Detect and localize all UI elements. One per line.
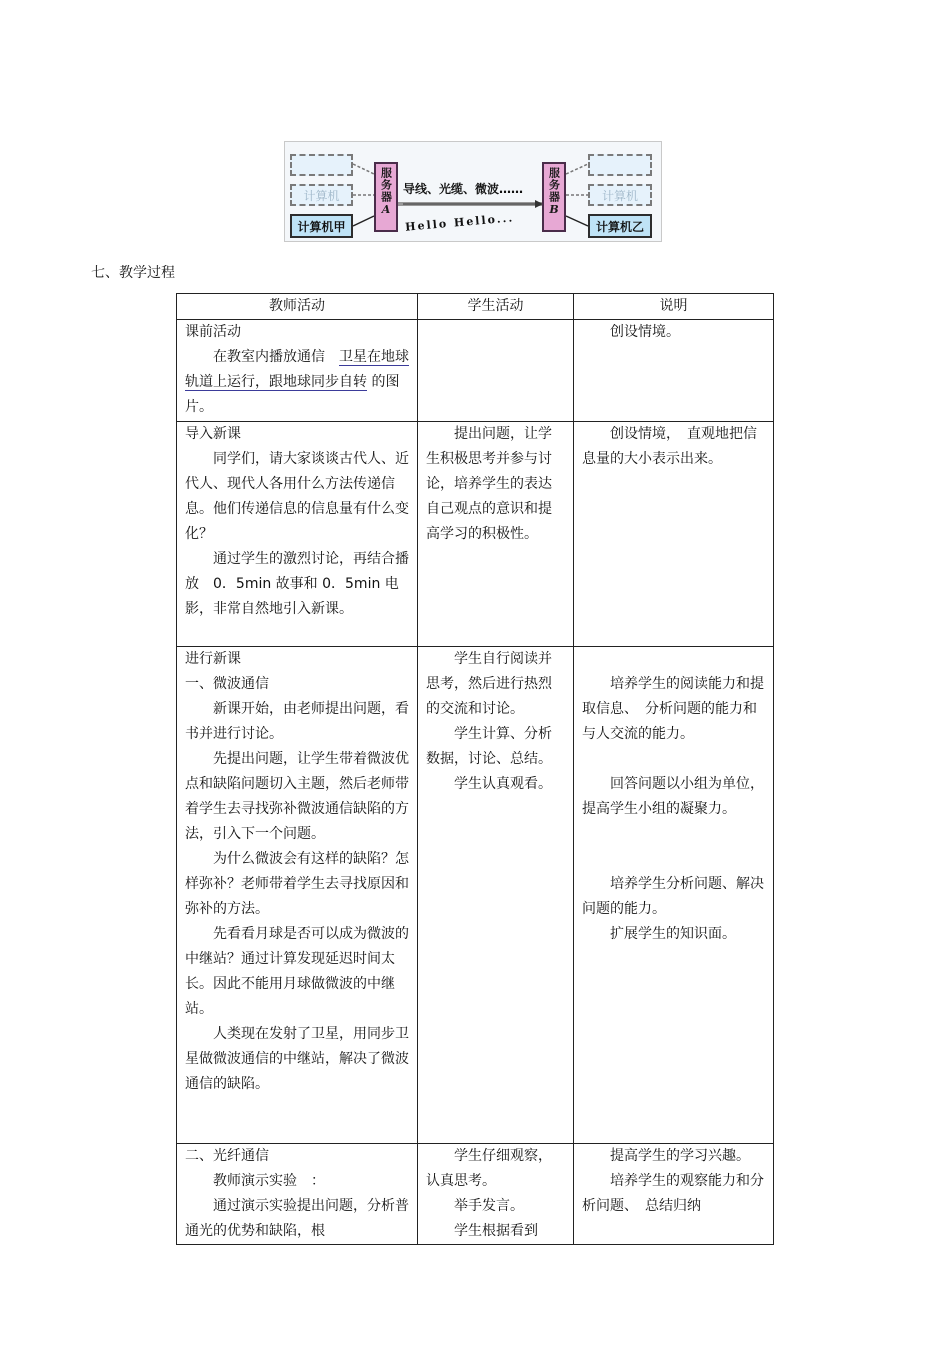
paragraph: 培养学生的阅读能力和提取信息、 分析问题的能力和与人交流的能力。 bbox=[582, 676, 764, 742]
computer-jia-box: 计算机甲 bbox=[290, 214, 353, 238]
student-cell bbox=[418, 1144, 574, 1245]
sub-heading: 一、微波通信 bbox=[185, 676, 269, 692]
note-cell bbox=[574, 320, 774, 422]
paragraph: 学生自行阅读并思考，然后进行热烈的交流和讨论。 bbox=[426, 651, 552, 717]
dashed-computer-box: 计算机 bbox=[588, 184, 652, 206]
paragraph: 创设情境， 直观地把信息量的大小表示出来。 bbox=[582, 426, 757, 467]
note-cell bbox=[574, 647, 774, 1144]
paragraph: 提出问题，让学生积极思考并参与讨论，培养学生的表达自己观点的意识和提高学习的积极性。 bbox=[426, 426, 552, 542]
table-header-row bbox=[177, 294, 774, 320]
paragraph: 学生根据看到 bbox=[454, 1223, 538, 1239]
paragraph: 扩展学生的知识面。 bbox=[610, 926, 736, 942]
table-row bbox=[177, 320, 774, 422]
paragraph: 为什么微波会有这样的缺陷？怎样弥补？老师带着学生去寻找原因和弥补的方法。 bbox=[185, 851, 409, 917]
paragraph: 学生仔细观察，认真思考。 bbox=[426, 1148, 552, 1189]
sub-heading: 二、光纤通信 bbox=[185, 1148, 269, 1164]
paragraph: 先看看月球是否可以成为微波的中继站？通过计算发现延迟时间太长。因此不能用月球做微波的中继站。 bbox=[185, 926, 409, 1017]
row-heading: 进行新课 bbox=[185, 651, 241, 667]
paragraph: 学生计算、分析数据，讨论、总结。 bbox=[426, 726, 552, 767]
hello-text: Hello Hello... bbox=[404, 211, 515, 234]
teacher-cell bbox=[177, 1144, 418, 1245]
paragraph: 培养学生的观察能力和分析问题、 总结归纳 bbox=[582, 1173, 764, 1214]
paragraph: 通过学生的激烈讨论，再结合播放 0．5min 故事和 0．5min 电影，非常自然地引入新课。 bbox=[185, 551, 409, 617]
header-student: 学生活动 bbox=[418, 294, 574, 320]
paragraph: 培养学生分析问题、解决问题的能力。 bbox=[582, 876, 764, 917]
teacher-cell bbox=[177, 647, 418, 1144]
teacher-cell bbox=[177, 422, 418, 647]
computer-yi-box: 计算机乙 bbox=[588, 214, 652, 238]
paragraph: 举手发言。 bbox=[454, 1198, 524, 1214]
paragraph: 提高学生的学习兴趣。 bbox=[610, 1148, 750, 1164]
table-row bbox=[177, 647, 774, 1144]
server-b: 服务器 B bbox=[542, 162, 566, 232]
header-note: 说明 bbox=[574, 294, 774, 320]
paragraph: 人类现在发射了卫星，用同步卫星做微波通信的中继站，解决了微波通信的缺陷。 bbox=[185, 1026, 409, 1092]
paragraph: 学生认真观看。 bbox=[454, 776, 552, 792]
paragraph: 在教室内播放通信 卫星在地球轨道上运行，跟地球同步自转 的图片。 bbox=[185, 349, 409, 415]
teacher-cell bbox=[177, 320, 418, 422]
paragraph: 同学们，请大家谈谈古代人、近代人、现代人各用什么方法传递信息。他们传递信息的信息量有什么变化？ bbox=[185, 451, 409, 542]
paragraph: 通过演示实验提出问题，分析普通光的优势和缺陷，根 bbox=[185, 1198, 409, 1239]
header-teacher: 教师活动 bbox=[177, 294, 418, 320]
paragraph: 新课开始，由老师提出问题，看书并进行讨论。 bbox=[185, 701, 409, 742]
server-a: 服务器 A bbox=[374, 162, 398, 232]
student-cell bbox=[418, 320, 574, 422]
section-title: 七、教学过程 bbox=[91, 265, 175, 281]
row-heading: 导入新课 bbox=[185, 426, 241, 442]
communication-diagram bbox=[284, 141, 662, 242]
note-cell bbox=[574, 1144, 774, 1245]
student-cell bbox=[418, 422, 574, 647]
paragraph: 先提出问题，让学生带着微波优点和缺陷问题切入主题，然后老师带着学生去寻找弥补微波通信缺陷的方法，引入下一个问题。 bbox=[185, 751, 409, 842]
note-cell bbox=[574, 422, 774, 647]
dashed-computer-box bbox=[588, 154, 652, 176]
student-cell bbox=[418, 647, 574, 1144]
table-row bbox=[177, 422, 774, 647]
paragraph: 回答问题以小组为单位，提高学生小组的凝聚力。 bbox=[582, 776, 764, 817]
table-row bbox=[177, 1144, 774, 1245]
dashed-computer-box: 计算机 bbox=[290, 184, 353, 206]
teaching-process-table bbox=[176, 293, 774, 1245]
paragraph: 教师演示实验 ： bbox=[213, 1173, 325, 1189]
paragraph: 创设情境。 bbox=[610, 324, 680, 340]
link-label: 导线、光缆、微波…… bbox=[403, 182, 524, 196]
row-heading: 课前活动 bbox=[185, 324, 241, 340]
